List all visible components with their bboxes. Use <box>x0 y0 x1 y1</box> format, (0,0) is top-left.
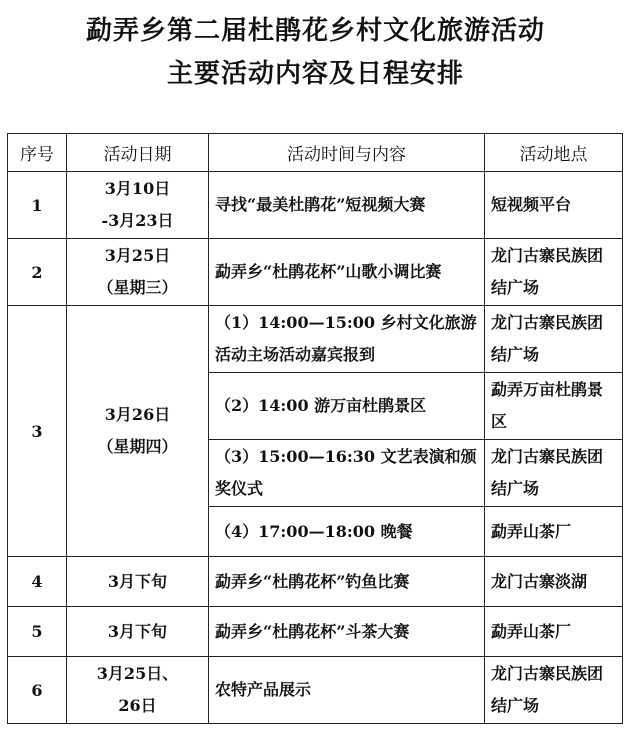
activity-content: 寻找“最美杜鹃花”短视频大赛 <box>209 172 485 239</box>
activity-content: （3）15:00—16:30 文艺表演和颁奖仪式 <box>209 440 485 507</box>
row-number: 5 <box>8 607 67 657</box>
activity-place: 龙门古寨民族团结广场 <box>485 239 623 306</box>
table-row <box>8 607 623 657</box>
header-place: 活动地点 <box>485 134 623 172</box>
table-header-row <box>8 134 623 172</box>
table-row <box>8 239 623 306</box>
date-line: 3月26日 <box>104 405 171 424</box>
date-line: 3月下旬 <box>107 571 168 591</box>
date-line: 3月25日 <box>104 246 171 265</box>
activity-place: 勐弄山茶厂 <box>485 507 623 557</box>
date-line: （星期三） <box>97 278 178 297</box>
activity-content: 勐弄乡“杜鹃花杯”斗茶大赛 <box>209 607 485 657</box>
activity-content: （2）14:00 游万亩杜鹃景区 <box>209 373 485 440</box>
date-line: 3月10日 <box>104 179 171 198</box>
document-title-line-1: 勐弄乡第二届杜鹃花乡村文化旅游活动 <box>85 16 545 46</box>
activity-date <box>67 239 209 306</box>
activity-place: 龙门古寨淡湖 <box>485 557 623 607</box>
row-number: 6 <box>8 657 67 724</box>
activity-place: 短视频平台 <box>485 172 623 239</box>
date-line: （星期四） <box>97 437 178 456</box>
document-title-line-2: 主要活动内容及日程安排 <box>166 59 464 89</box>
date-line: 3月25日、 <box>96 664 179 683</box>
table-row <box>8 557 623 607</box>
row-number: 3 <box>8 306 67 557</box>
activity-date <box>67 306 209 557</box>
date-line: 3月下旬 <box>107 621 168 641</box>
activity-place: 龙门古寨民族团结广场 <box>485 440 623 507</box>
activity-place: 勐弄山茶厂 <box>485 607 623 657</box>
activity-date <box>67 657 209 724</box>
activity-content: （1）14:00—15:00 乡村文化旅游活动主场活动嘉宾报到 <box>209 306 485 373</box>
activity-date <box>67 557 209 607</box>
header-date: 活动日期 <box>67 134 209 172</box>
activity-content: 农特产品展示 <box>209 657 485 724</box>
activity-content: 勐弄乡“杜鹃花杯”山歌小调比赛 <box>209 239 485 306</box>
activity-place: 龙门古寨民族团结广场 <box>485 657 623 724</box>
activity-place: 勐弄万亩杜鹃景区 <box>485 373 623 440</box>
row-number: 1 <box>8 172 67 239</box>
row-number: 4 <box>8 557 67 607</box>
table-row <box>8 172 623 239</box>
activity-place: 龙门古寨民族团结广场 <box>485 306 623 373</box>
activity-date <box>67 172 209 239</box>
activity-content: 勐弄乡“杜鹃花杯”钓鱼比赛 <box>209 557 485 607</box>
header-content: 活动时间与内容 <box>209 134 485 172</box>
schedule-table <box>7 133 623 724</box>
row-number: 2 <box>8 239 67 306</box>
date-line: 26日 <box>118 696 157 715</box>
activity-content: （4）17:00—18:00 晚餐 <box>209 507 485 557</box>
activity-date <box>67 607 209 657</box>
header-no: 序号 <box>8 134 67 172</box>
date-line: -3月23日 <box>101 211 174 230</box>
table-row <box>8 306 623 373</box>
table-row <box>8 657 623 724</box>
